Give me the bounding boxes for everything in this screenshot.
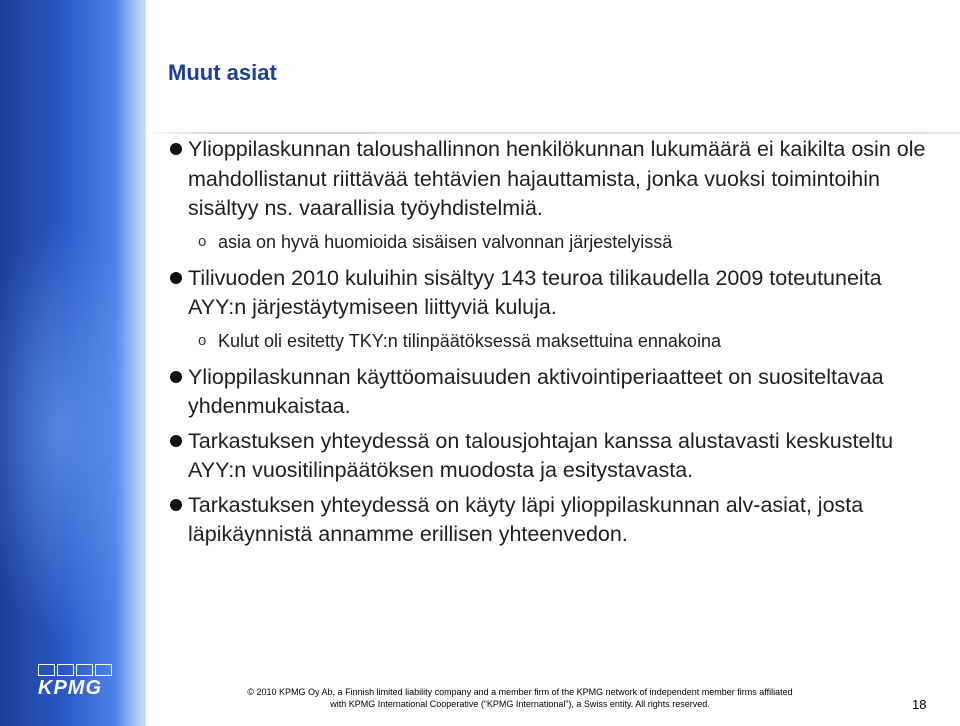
- page-number: 18: [912, 697, 927, 712]
- bullet-5: [168, 491, 938, 550]
- logo-squares: [38, 664, 116, 676]
- bullet-text: Tilivuoden 2010 kuluihin sisältyy 143 teuroa tilikaudella 2009 toteutuneita AYY:n järjestäytymiseen liittyviä kuluja.: [188, 265, 882, 319]
- sub-bullet-2: [168, 328, 938, 354]
- sub-bullet-text: asia on hyvä huomioida sisäisen valvonnan järjestelyissä: [218, 231, 673, 252]
- footer-line-2: with KPMG International Cooperative (“KPMG International”), a Swiss entity. All rights reserved.: [330, 699, 710, 709]
- copyright-footer: [240, 686, 800, 710]
- logo-text: KPMG: [38, 677, 102, 699]
- bullet-3: [168, 363, 938, 422]
- bullet-dot-icon: [170, 371, 182, 383]
- bullet-text: Ylioppilaskunnan taloushallinnon henkilökunnan lukumäärä ei kaikilta osin ole mahdollistanut riittävää tehtävien hajauttamista, jonka vuoksi toimintoihin sisältyy ns. vaarallisia työyhdistelmiä.: [188, 137, 926, 220]
- footer-line-1: © 2010 KPMG Oy Ab, a Finnish limited liability company and a member firm of the KPMG network of independent member firms affiliated: [247, 687, 793, 697]
- bullet-2: [168, 264, 938, 323]
- title-divider: [148, 132, 960, 134]
- sub-bullet-1: [168, 229, 938, 255]
- bullet-dot-icon: [170, 272, 182, 284]
- sidebar-gradient: [0, 0, 146, 726]
- sub-bullet-marker: o: [198, 232, 207, 250]
- bullet-text: Tarkastuksen yhteydessä on käyty läpi ylioppilaskunnan alv-asiat, josta läpikäynnistä annamme erillisen yhteenvedon.: [188, 492, 864, 546]
- sub-bullet-marker: o: [198, 331, 207, 349]
- bullet-4: [168, 427, 938, 486]
- bullet-dot-icon: [170, 499, 182, 511]
- kpmg-logo: [38, 664, 116, 698]
- slide-content: [168, 135, 938, 555]
- bullet-dot-icon: [170, 143, 182, 155]
- bullet-text: Ylioppilaskunnan käyttöomaisuuden aktivointiperiaatteet on suositeltavaa yhdenmukaistaa.: [188, 364, 884, 418]
- bullet-text: Tarkastuksen yhteydessä on talousjohtajan kanssa alustavasti keskusteltu AYY:n vuositilinpäätöksen muodosta ja esitystavasta.: [188, 428, 894, 482]
- bullet-dot-icon: [170, 435, 182, 447]
- sub-bullet-text: Kulut oli esitetty TKY:n tilinpäätöksessä maksettuina ennakoina: [218, 330, 721, 351]
- slide-title: Muut asiat: [168, 60, 277, 85]
- bullet-1: [168, 135, 938, 224]
